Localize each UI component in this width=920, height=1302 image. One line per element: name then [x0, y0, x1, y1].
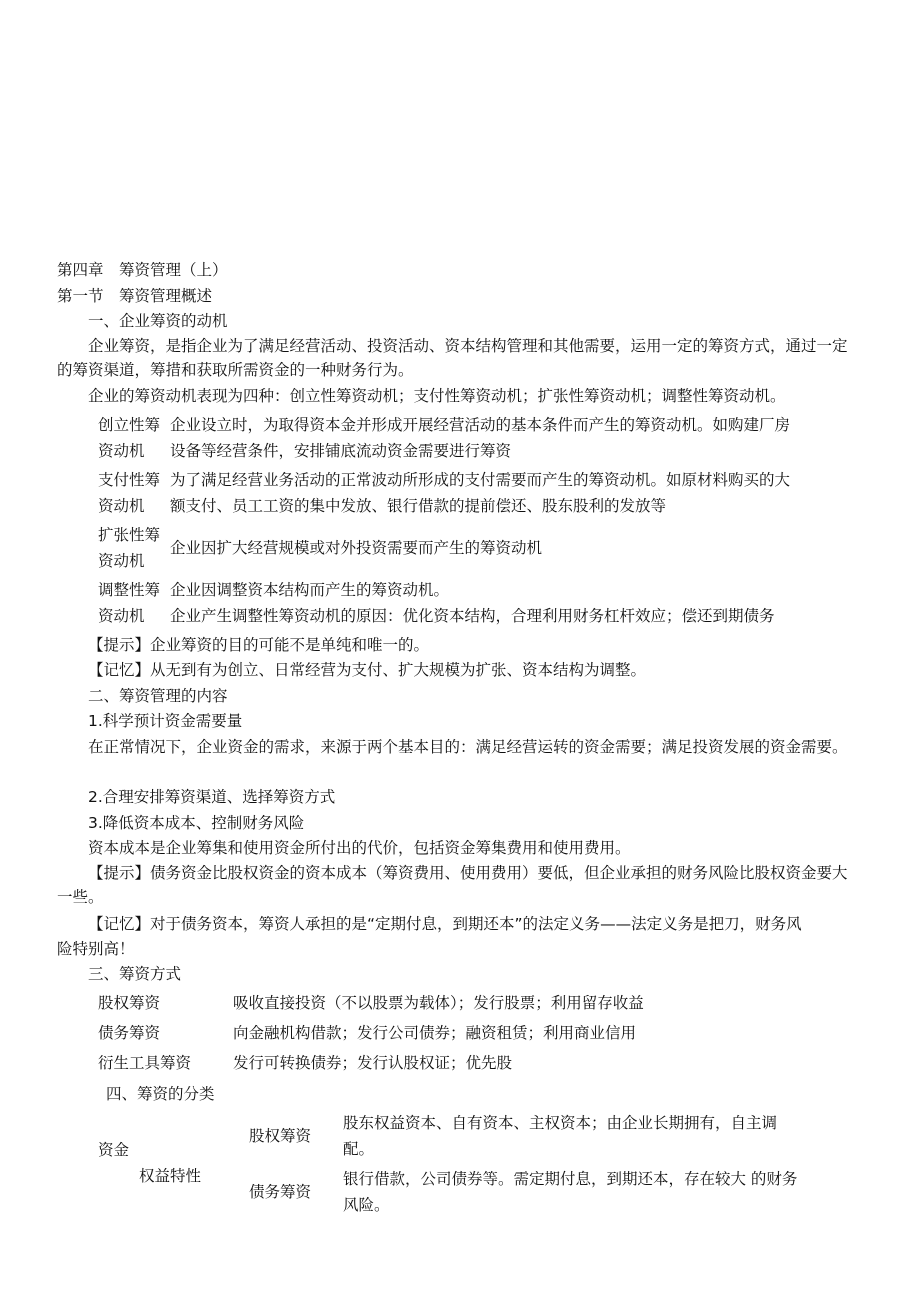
heading-methods: 三、筹资方式: [88, 965, 182, 983]
memo-debt-line: 险特别高！: [57, 940, 135, 958]
method-name: 债务筹资: [98, 1024, 161, 1042]
paragraph-financing-definition: 企业筹资，是指企业为了满足经营活动、投资活动、资本结构管理和其他需要，运用一定的筹资方式，通过一定的筹资渠道，筹措和获取所需资金的一种财务行为。: [57, 337, 848, 379]
classification-desc-line: 股东权益资本、自有资本、主权资本；由企业长期拥有，自主调: [343, 1114, 778, 1132]
heading-classification: 四、筹资的分类: [106, 1085, 215, 1103]
item-cost-risk: 3.降低资本成本、控制财务风险: [88, 814, 305, 832]
classification-left-label: 资金: [98, 1141, 130, 1159]
classification-desc-line: 银行借款，公司债券等。需定期付息，到期还本，存在较大 的财务: [343, 1170, 798, 1188]
motive-desc-line: 企业产生调整性筹资动机的原因：优化资本结构，合理利用财务杠杆效应；偿还到期债务: [170, 607, 775, 625]
memo-debt-line: 【记忆】对于债务资本，筹资人承担的是“定期付息，到期还本”的法定义务——法定义务是把刀，财务风: [88, 915, 802, 933]
item-forecast: 1.科学预计资金需要量: [88, 712, 243, 730]
paragraph-fund-demand: 在正常情况下，企业资金的需求，来源于两个基本目的：满足经营运转的资金需要；满足投资发展的资金需要。: [88, 738, 848, 756]
motive-desc-line: 企业因调整资本结构而产生的筹资动机。: [170, 581, 450, 599]
heading-motives: 一、企业筹资的动机: [88, 312, 228, 330]
memo-motives: 【记忆】从无到有为创立、日常经营为支付、扩大规模为扩张、资本结构为调整。: [88, 661, 647, 679]
method-desc: 发行可转换债券；发行认股权证；优先股: [233, 1054, 513, 1072]
tip-debt-vs-equity: 【提示】债务资金比股权资金的资本成本（筹资费用、使用费用）要低，但企业承担的财务风险比股权资金要大一些。: [57, 864, 848, 906]
motive-desc-line: 设备等经营条件，安排铺底流动资金需要进行筹资: [170, 442, 512, 460]
motive-name-line: 支付性筹: [98, 471, 161, 489]
tip-purpose: 【提示】企业筹资的目的可能不是单纯和唯一的。: [88, 636, 430, 654]
motive-name-line: 资动机: [98, 552, 145, 570]
method-name: 股权筹资: [98, 994, 161, 1012]
method-desc: 向金融机构借款；发行公司债券；融资租赁；利用商业信用: [233, 1024, 637, 1042]
motive-name-line: 扩张性筹: [98, 526, 161, 544]
chapter-title: 第四章 筹资管理（上）: [57, 261, 228, 279]
classification-type: 股权筹资: [249, 1127, 312, 1145]
method-name: 衍生工具筹资: [98, 1054, 192, 1072]
classification-desc-line: 配。: [343, 1140, 375, 1158]
classification-left-label: 权益特性: [139, 1167, 202, 1185]
heading-content: 二、筹资管理的内容: [88, 687, 228, 705]
motive-desc-line: 企业设立时，为取得资本金并形成开展经营活动的基本条件而产生的筹资动机。如购建厂房: [170, 416, 791, 434]
item-channels: 2.合理安排筹资渠道、选择筹资方式: [88, 788, 336, 806]
motive-name-line: 资动机: [98, 497, 145, 515]
motive-desc-line: 额支付、员工工资的集中发放、银行借款的提前偿还、股东股利的发放等: [170, 497, 667, 515]
motive-name-line: 资动机: [98, 607, 145, 625]
motive-name-line: 创立性筹: [98, 416, 161, 434]
motive-name-line: 资动机: [98, 442, 145, 460]
method-desc: 吸收直接投资（不以股票为载体）；发行股票；利用留存收益: [233, 994, 644, 1012]
section-title: 第一节 筹资管理概述: [57, 287, 213, 305]
motive-desc-line: 为了满足经营业务活动的正常波动所形成的支付需要而产生的筹资动机。如原材料购买的大: [170, 471, 791, 489]
paragraph-capital-cost: 资本成本是企业筹集和使用资金所付出的代价，包括资金筹集费用和使用费用。: [88, 839, 631, 857]
paragraph-four-motives: 企业的筹资动机表现为四种：创立性筹资动机；支付性筹资动机；扩张性筹资动机；调整性筹资动机。: [88, 387, 786, 405]
motive-name-line: 调整性筹: [98, 581, 161, 599]
classification-desc-line: 风险。: [343, 1196, 390, 1214]
motive-desc-line: 企业因扩大经营规模或对外投资需要而产生的筹资动机: [170, 539, 543, 557]
classification-type: 债务筹资: [249, 1183, 312, 1201]
